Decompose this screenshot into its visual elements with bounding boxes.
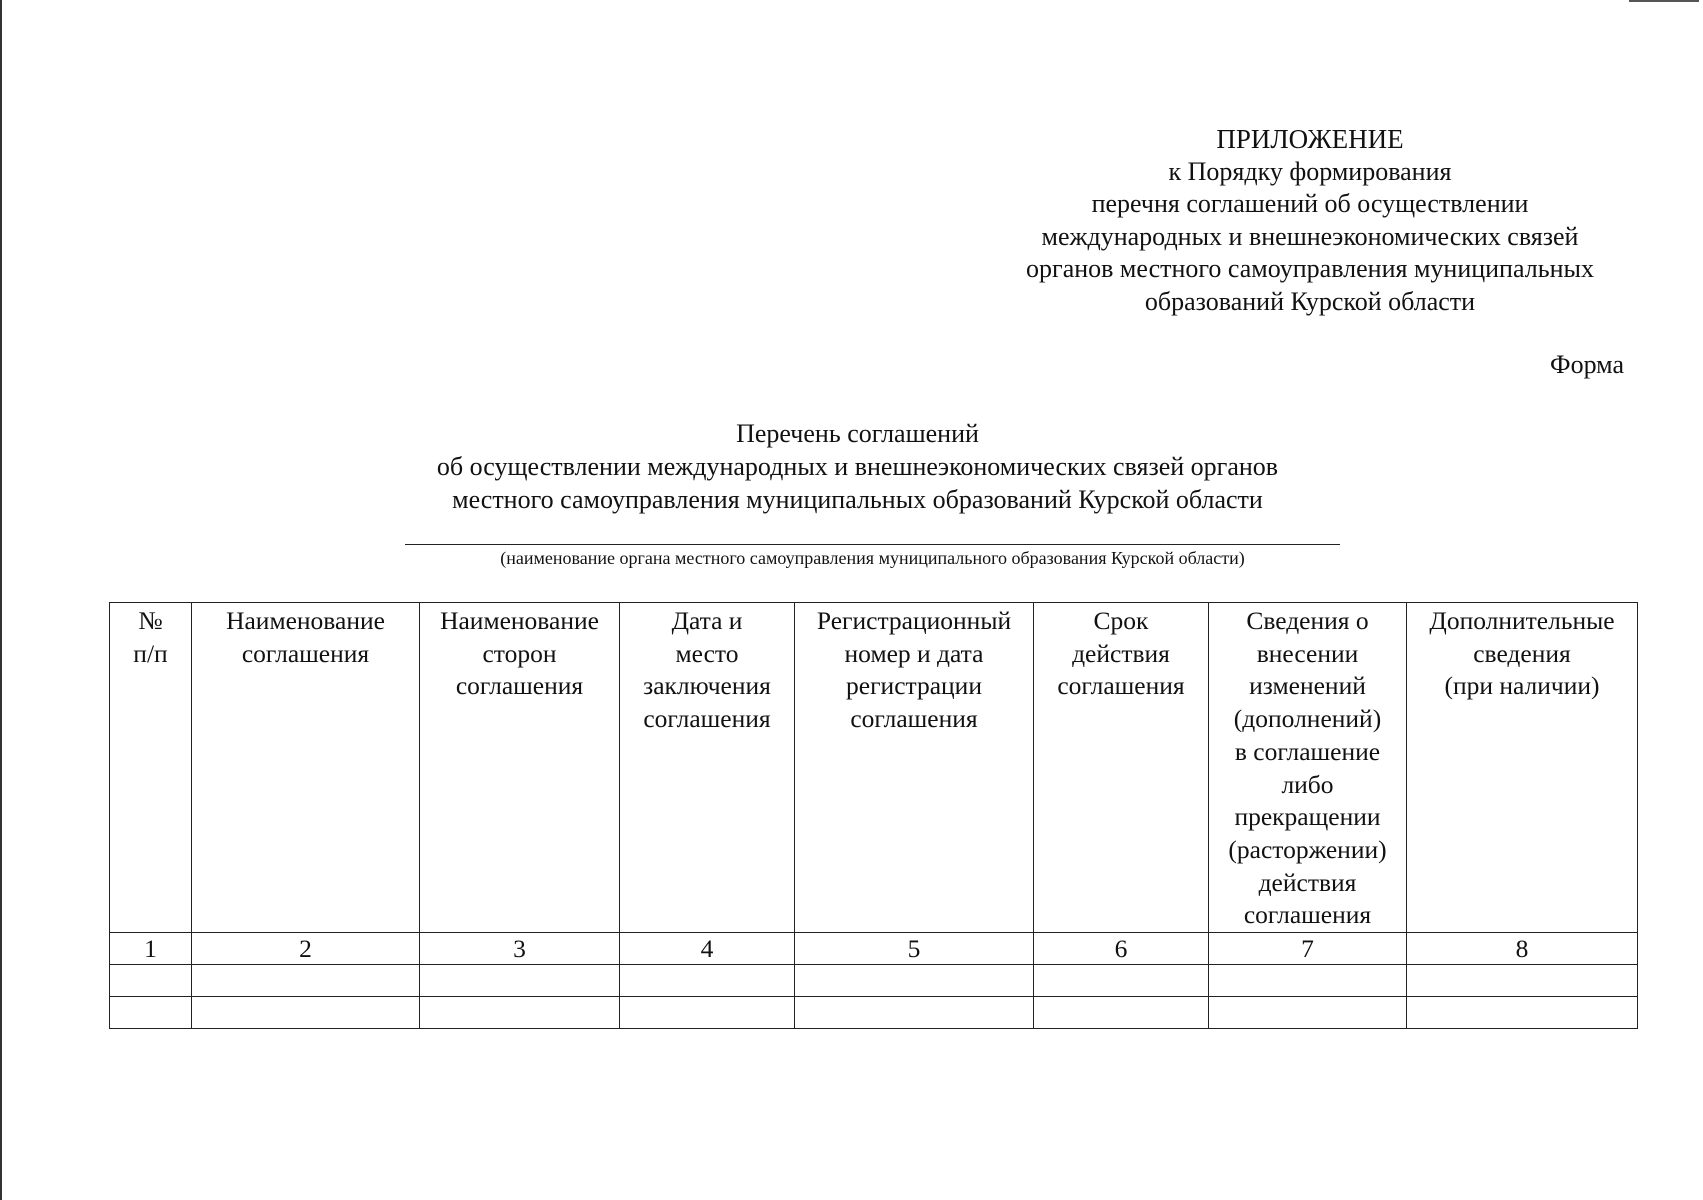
table-cell: [192, 965, 420, 997]
document-title-line: об осуществлении международных и внешнеэкономических связей органов: [436, 452, 1279, 481]
agreements-table: [109, 602, 1638, 1029]
appendix-line: органов местного самоуправления муниципальных: [1026, 254, 1594, 283]
header-cell-number: [110, 603, 192, 933]
table-cell: [1034, 965, 1209, 997]
table-cell: [110, 965, 192, 997]
document-title-line: местного самоуправления муниципальных образований Курской области: [452, 485, 1263, 514]
header-text: Наименование сторон соглашения: [440, 606, 599, 701]
appendix-line: к Порядку формирования: [1168, 156, 1452, 186]
table-row: [110, 997, 1638, 1029]
table-cell: [620, 997, 795, 1029]
header-cell-term: [1034, 603, 1209, 933]
column-number: 7: [1209, 933, 1407, 965]
column-number: 8: [1407, 933, 1638, 965]
scan-edge: [0, 0, 2, 1200]
table-cell: [420, 997, 620, 1029]
appendix-line: образований Курской области: [1144, 286, 1476, 316]
document-title-line: Перечень соглашений: [736, 419, 979, 448]
table-cell: [1034, 997, 1209, 1029]
table-cell: [620, 965, 795, 997]
table-cell: [420, 965, 620, 997]
table-header-row: [110, 603, 1638, 933]
header-cell-additional: [1407, 603, 1638, 933]
table-cell: [1407, 965, 1638, 997]
table-cell: [795, 965, 1034, 997]
form-label: Форма: [1550, 350, 1624, 379]
header-text: Сведения о внесении изменений (дополнений) в соглашение либо прекращении (расторжении) действия соглашения: [1228, 606, 1387, 930]
header-cell-date-place: [620, 603, 795, 933]
header-text: Дата и место заключения соглашения: [643, 606, 771, 734]
column-number: 5: [795, 933, 1034, 965]
appendix-line: международных и внешнеэкономических связей: [1041, 221, 1579, 251]
column-number: 4: [620, 933, 795, 965]
table-cell: [1209, 965, 1407, 997]
column-number: 1: [110, 933, 192, 965]
header-text: № п/п: [133, 606, 168, 668]
appendix-line: перечня соглашений об осуществлении: [1091, 189, 1529, 218]
column-number: 6: [1034, 933, 1209, 965]
table-row: [110, 965, 1638, 997]
table-cell: [110, 997, 192, 1029]
column-number-row: [110, 933, 1638, 965]
header-cell-changes: [1209, 603, 1407, 933]
scan-mark: [1629, 0, 1699, 2]
table-cell: [192, 997, 420, 1029]
document-title: [380, 417, 1335, 516]
header-text: Регистрационный номер и дата регистрации соглашения: [816, 606, 1012, 734]
organ-name-caption: (наименование органа местного самоуправления муниципального образования Курской области): [500, 548, 1245, 568]
header-text: Срок действия соглашения: [1057, 606, 1185, 701]
column-number: 3: [420, 933, 620, 965]
header-text: Наименование соглашения: [226, 606, 385, 668]
column-number: 2: [192, 933, 420, 965]
appendix-title: ПРИЛОЖЕНИЕ: [1216, 124, 1404, 154]
header-text: Дополнительные сведения (при наличии): [1429, 606, 1615, 701]
header-cell-agreement-name: [192, 603, 420, 933]
table-cell: [795, 997, 1034, 1029]
table-cell: [1209, 997, 1407, 1029]
organ-name-line: [405, 544, 1340, 545]
header-cell-parties: [420, 603, 620, 933]
table-cell: [1407, 997, 1638, 1029]
appendix-block: [960, 123, 1660, 318]
header-cell-registration: [795, 603, 1034, 933]
